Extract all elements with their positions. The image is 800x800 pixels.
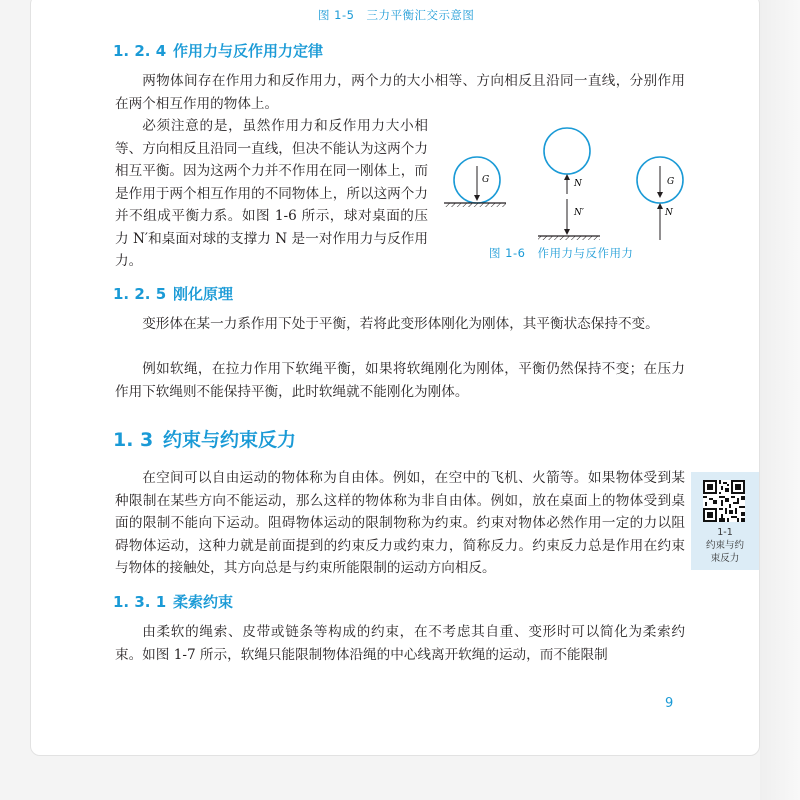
label-g-right: G (667, 177, 675, 187)
section-1-2-4-heading (113, 40, 323, 61)
label-n-middle: N (574, 179, 582, 189)
label-n-prime: N′ (574, 208, 584, 218)
label-n-right: N (665, 208, 673, 218)
section-title: 作用力与反作用力定律 (173, 42, 324, 60)
section-number: 1. 2. 4 (113, 42, 167, 60)
section-1-3-heading (113, 425, 296, 452)
paragraph-reaction-law: 两物体间存在作用力和反作用力，两个力的大小相等、方向相反且沿同一直线，分别作用在两个相互作用的物体上。 (115, 73, 685, 112)
section-number: 1. 3 (113, 429, 154, 451)
paragraph-rigidization: 变形体在某一力系作用下处于平衡，若将此变形体刚化为刚体，其平衡状态保持不变。 (142, 316, 659, 332)
ball-on-table (444, 157, 506, 207)
paragraph-not-balanced: 必须注意的是，虽然作用力和反作用力大小相等、方向相反且沿同一直线，但决不能认为这两个力相互平衡。因为这两个力并不作用在同一刚体上，而是作用于两个相互作用的不同物体上，所以这两个力并不组成平衡力系。如图 1-6 所示，球对桌面的压力 N′和桌面对球的支撑力 N 是一对作用力与反作用力。 (115, 118, 428, 269)
figure-1-5-caption: 图 1-5 三力平衡汇交示意图 (318, 8, 475, 22)
figure-1-6-drawing (440, 122, 690, 247)
ball-and-table-separated (538, 128, 600, 240)
section-title: 柔索约束 (173, 593, 234, 611)
section-1-2-5-heading (113, 283, 233, 304)
section-1-3-1-heading (113, 591, 233, 612)
section-title: 约束与约束反力 (163, 429, 297, 451)
paragraph-rope-example: 例如软绳，在拉力作用下软绳平衡，如果将软绳刚化为刚体，平衡仍然保持不变；在压力作用下软绳则不能保持平衡，此时软绳就不能刚化为刚体。 (115, 361, 685, 400)
table-middle-hatch (538, 236, 600, 240)
qr-resource-box[interactable] (691, 472, 759, 570)
figure-1-6 (440, 122, 690, 267)
figure-1-6-caption: 图 1-6 作用力与反作用力 (489, 246, 634, 260)
ball-free-body (637, 157, 683, 240)
section-number: 1. 2. 5 (113, 285, 167, 303)
table-left-hatch (444, 203, 506, 207)
label-g-left: G (482, 175, 490, 185)
paragraph-constraints: 在空间可以自由运动的物体称为自由体。例如，在空中的飞机、火箭等。如果物体受到某种限制在某些方向不能运动，那么这样的物体称为非自由体。例如，放在桌面上的物体受到桌面的限制不能向下运动。阻碍物体运动的限制物称为约束。约束对物体必然作用一定的力以阻碍物体运动，这种力就是前面提到的约束反力或约束力，简称反力。约束反力总是作用在约束与物体的接触处，其方向总是与约束所能限制的运动方向相反。 (115, 470, 685, 576)
qr-label-line1: 约束与约 (705, 540, 744, 551)
paragraph-flexible-constraint: 由柔软的绳索、皮带或链条等构成的约束，在不考虑其自重、变形时可以简化为柔索约束。如图 1-7 所示，软绳只能限制物体沿绳的中心线离开软绳的运动，而不能限制 (115, 624, 685, 663)
page-edge-shadow (760, 0, 800, 800)
section-number: 1. 3. 1 (113, 593, 167, 611)
page-number: 9 (665, 696, 674, 711)
qr-code-number: 1-1 (717, 527, 733, 538)
ball-middle (544, 128, 590, 174)
qr-label-line2: 束反力 (710, 553, 740, 564)
qr-code-icon[interactable] (703, 480, 745, 522)
section-title: 刚化原理 (173, 285, 234, 303)
